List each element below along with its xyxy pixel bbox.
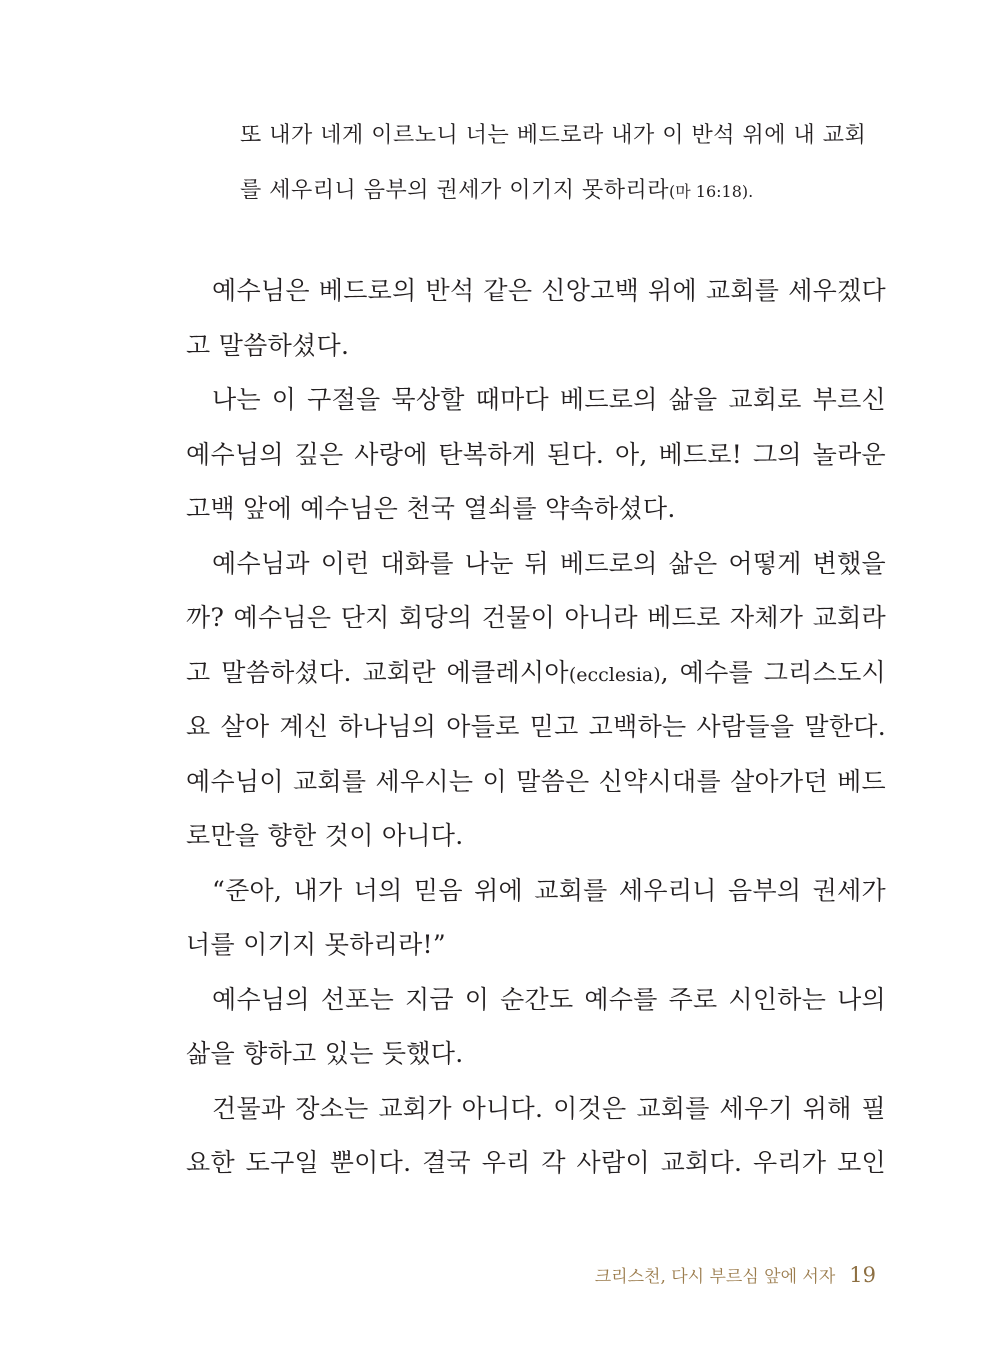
paragraph-line: 까? 예수님은 단지 회당의 건물이 아니라 베드로 자체가 교회라 — [186, 603, 886, 632]
paragraph-line: 예수님의 선포는 지금 이 순간도 예수를 주로 시인하는 나의 — [212, 984, 886, 1014]
page-footer — [595, 1262, 876, 1287]
paragraph-line — [186, 646, 886, 701]
quote-text: 를 세우리니 음부의 권세가 이기지 못하리라 — [240, 178, 670, 203]
paragraph-line: 예수님은 베드로의 반석 같은 신앙고백 위에 교회를 세우겠다 — [212, 276, 886, 305]
paragraph-line: 너를 이기지 못하리라!” — [186, 930, 446, 959]
line-text: , 예수를 그리스도시 — [660, 657, 886, 687]
body-text — [186, 264, 886, 1191]
scripture-quote — [240, 112, 890, 222]
paragraph-line: 건물과 장소는 교회가 아니다. 이것은 교회를 세우기 위해 필 — [212, 1093, 886, 1123]
scripture-reference: (마 16:18). — [669, 182, 754, 201]
paragraph-line: 로만을 향한 것이 아니다. — [186, 821, 464, 850]
paragraph-line: 나는 이 구절을 묵상할 때마다 베드로의 삶을 교회로 부르신 — [212, 385, 886, 414]
quote-line — [240, 167, 890, 222]
page-number: 19 — [849, 1263, 876, 1287]
line-text: 고 말씀하셨다. 교회란 에클레시아 — [186, 657, 569, 687]
paragraph-line: 요 살아 계신 하나님의 아들로 믿고 고백하는 사람들을 말한다. — [186, 712, 886, 741]
latin-term: (ecclesia) — [568, 663, 661, 686]
running-title: 크리스천, 다시 부르심 앞에 서자 — [594, 1267, 836, 1287]
paragraph-line: 요한 도구일 뿐이다. 결국 우리 각 사람이 교회다. 우리가 모인 — [186, 1148, 886, 1177]
paragraph-line: 예수님과 이런 대화를 나눈 뒤 베드로의 삶은 어떻게 변했을 — [212, 548, 886, 578]
paragraph-line: 고백 앞에 예수님은 천국 열쇠를 약속하셨다. — [186, 494, 676, 523]
paragraph-line: 고 말씀하셨다. — [186, 330, 350, 360]
paragraph-line: 삶을 향하고 있는 듯했다. — [186, 1039, 464, 1068]
paragraph-line: “준아, 내가 너의 믿음 위에 교회를 세우리니 음부의 권세가 — [212, 875, 886, 905]
paragraph-line: 예수님의 깊은 사랑에 탄복하게 된다. 아, 베드로! 그의 놀라운 — [186, 439, 886, 469]
quote-text: 또 내가 네게 이르노니 너는 베드로라 내가 이 반석 위에 내 교회 — [240, 123, 867, 148]
paragraph-line: 예수님이 교회를 세우시는 이 말씀은 신약시대를 살아가던 베드 — [186, 766, 886, 796]
quote-line — [240, 112, 890, 167]
